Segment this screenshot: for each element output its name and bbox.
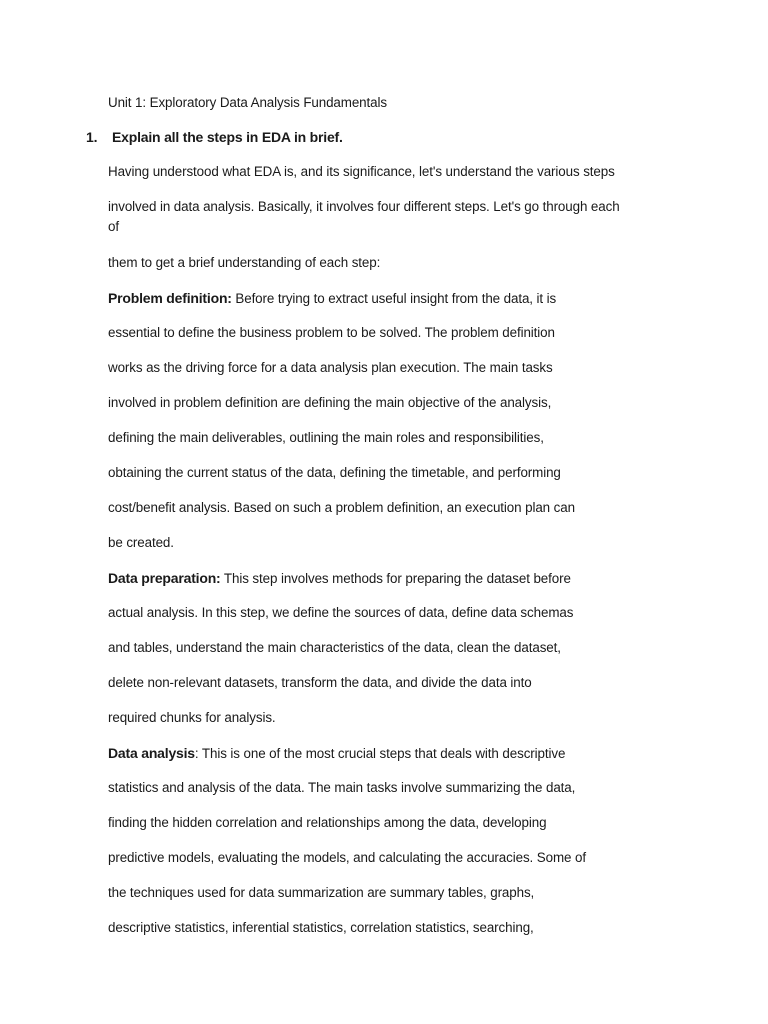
section-term-data-analysis: Data analysis bbox=[108, 745, 195, 761]
section-first-line bbox=[108, 743, 668, 778]
document-body bbox=[86, 93, 668, 953]
section-line: descriptive statistics, inferential statistics, correlation statistics, searching, bbox=[108, 920, 534, 935]
section-line: and tables, understand the main characteristics of the data, clean the dataset, bbox=[108, 640, 561, 655]
section-text: Before trying to extract useful insight from the data, it is bbox=[231, 291, 557, 306]
section-term-problem-definition: Problem definition: bbox=[108, 290, 232, 306]
section-line: cost/benefit analysis. Based on such a problem definition, an execution plan can bbox=[108, 500, 575, 515]
section-line: the techniques used for data summarization are summary tables, graphs, bbox=[108, 885, 535, 900]
section-term-data-preparation: Data preparation: bbox=[108, 570, 221, 586]
section-first-line bbox=[108, 288, 668, 323]
section-line: defining the main deliverables, outlining the main roles and responsibilities, bbox=[108, 430, 544, 445]
section-line: be created. bbox=[108, 535, 174, 550]
section-first-line bbox=[108, 568, 668, 603]
section-line: works as the driving force for a data analysis plan execution. The main tasks bbox=[108, 360, 553, 375]
section-line: statistics and analysis of the data. The main tasks involve summarizing the data, bbox=[108, 780, 576, 795]
question-number: 1. bbox=[86, 129, 98, 145]
intro-line: of bbox=[108, 219, 119, 234]
section-line: finding the hidden correlation and relationships among the data, developing bbox=[108, 815, 547, 830]
unit-title: Unit 1: Exploratory Data Analysis Fundamentals bbox=[108, 95, 387, 110]
section-text: : This is one of the most crucial steps that deals with descriptive bbox=[194, 746, 566, 761]
section-line: involved in problem definition are defining the main objective of the analysis, bbox=[108, 395, 552, 410]
question-text: Explain all the steps in EDA in brief. bbox=[112, 129, 343, 145]
section-line: actual analysis. In this step, we define the sources of data, define data schemas bbox=[108, 605, 574, 620]
section-line: predictive models, evaluating the models, and calculating the accuracies. Some of bbox=[108, 850, 586, 865]
section-line: obtaining the current status of the data, defining the timetable, and performing bbox=[108, 465, 561, 480]
question-heading bbox=[86, 127, 668, 162]
section-line: required chunks for analysis. bbox=[108, 710, 276, 725]
intro-line: them to get a brief understanding of each step: bbox=[108, 255, 381, 270]
intro-line: Having understood what EDA is, and its significance, let's understand the various steps bbox=[108, 164, 615, 179]
section-line: essential to define the business problem to be solved. The problem definition bbox=[108, 325, 555, 340]
section-line: delete non-relevant datasets, transform the data, and divide the data into bbox=[108, 675, 532, 690]
section-text: This step involves methods for preparing the dataset before bbox=[220, 571, 571, 586]
intro-line: involved in data analysis. Basically, it involves four different steps. Let's go through each bbox=[108, 199, 620, 214]
